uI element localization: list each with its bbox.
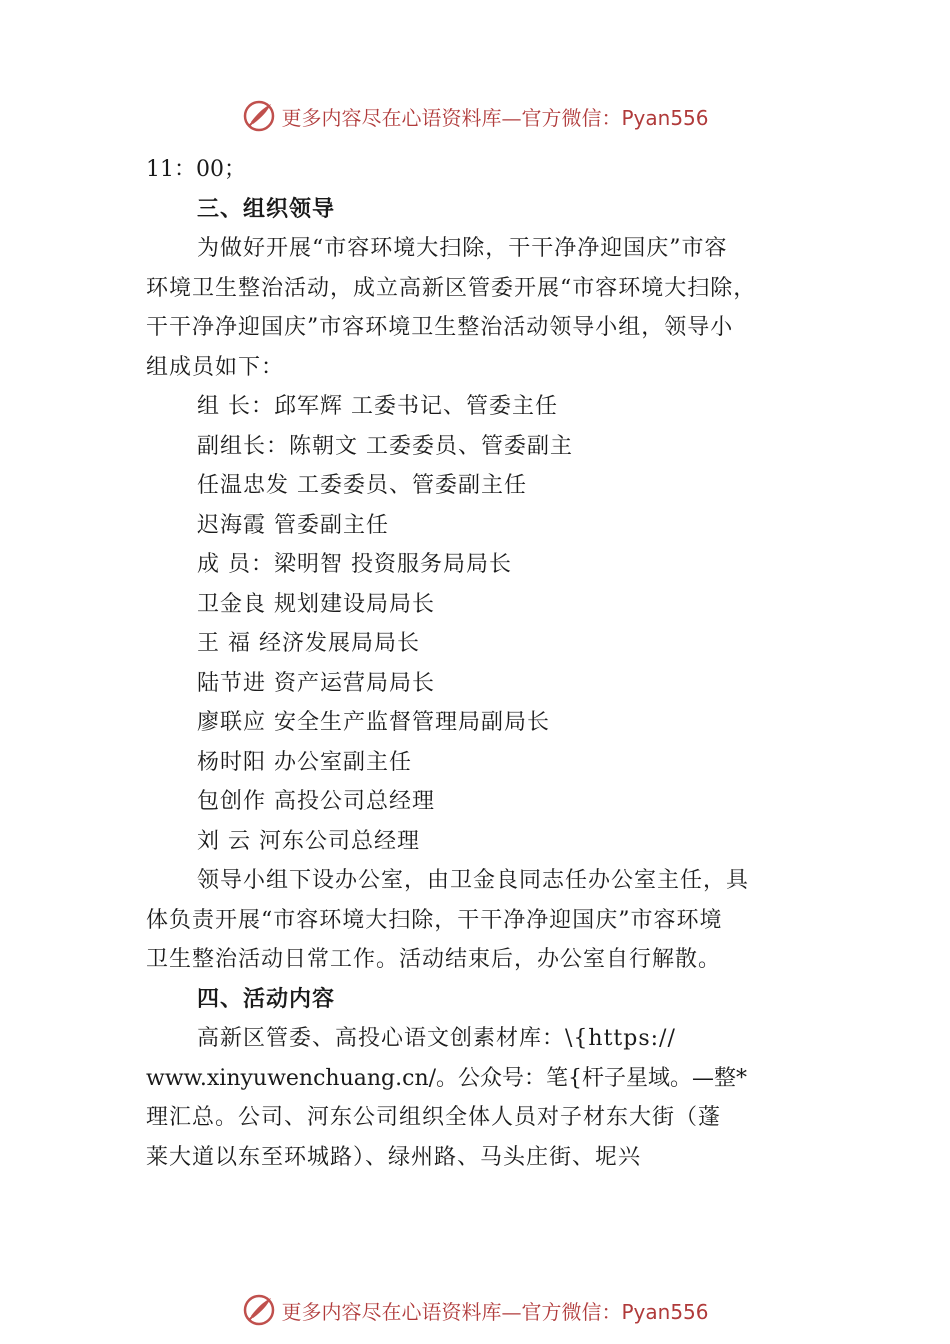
member-line: 成 员：梁明智 投资服务局局长 <box>197 552 512 577</box>
banner-text: 更多内容尽在心语资料库—官方微信：Pyan556 <box>281 105 709 130</box>
text-line: 卫生整治活动日常工作。活动结束后，办公室自行解散。 <box>146 947 722 972</box>
text-line: 高新区管委、高投心语文创素材库：\{https:// <box>197 1026 676 1051</box>
member-line: 廖联应 安全生产监督管理局副局长 <box>197 710 550 735</box>
footer-watermark <box>0 1290 950 1330</box>
text-line: 为做好开展“市容环境大扫除，干干净净迎国庆”市容 <box>197 236 728 261</box>
member-line: 陆节进 资产运营局局长 <box>197 670 435 696</box>
member-line: 迟海霞 管委副主任 <box>197 512 389 538</box>
text-line: 组成员如下： <box>146 354 285 380</box>
member-line: 副组长：陈朝文 工委委员、管委副主 <box>197 433 573 459</box>
text-line: 干干净净迎国庆”市容环境卫生整治活动领导小组，领导小 <box>146 315 734 340</box>
text-line: 理汇总。公司、河东公司组织全体人员对子材东大街（蓬 <box>146 1105 722 1130</box>
member-line: 卫金良 规划建设局局长 <box>197 591 435 617</box>
member-line: 包创作 高投公司总经理 <box>197 789 435 814</box>
document-body <box>146 150 806 1177</box>
text-line: 领导小组下设办公室，由卫金良同志任办公室主任，具 <box>197 868 750 893</box>
text-line: 莱大道以东至环城路）、绿州路、马头庄街、坭兴 <box>146 1144 642 1170</box>
banner-text: 更多内容尽在心语资料库—官方微信：Pyan556 <box>281 1299 709 1324</box>
quill-logo-icon <box>241 1292 277 1328</box>
member-line: 王 福 经济发展局局长 <box>197 631 420 656</box>
member-line: 组 长：邱军辉 工委书记、管委主任 <box>197 394 558 419</box>
quill-logo-icon <box>241 98 277 134</box>
section-heading: 四、活动内容 <box>197 986 336 1012</box>
header-watermark <box>0 96 950 136</box>
member-line: 杨时阳 办公室副主任 <box>197 749 412 775</box>
text-line: 环境卫生整治活动，成立高新区管委开展“市容环境大扫除， <box>146 275 757 301</box>
text-line: www.xinyuwenchuang.cn/。公众号：笔{杆子星域。—整* <box>146 1065 748 1091</box>
member-line: 刘 云 河东公司总经理 <box>197 828 420 854</box>
text-line: 11：00； <box>146 157 246 182</box>
section-heading: 三、组织领导 <box>197 196 336 222</box>
text-line: 体负责开展“市容环境大扫除，干干净净迎国庆”市容环境 <box>146 907 723 933</box>
member-line: 任温忠发 工委委员、管委副主任 <box>197 473 527 498</box>
